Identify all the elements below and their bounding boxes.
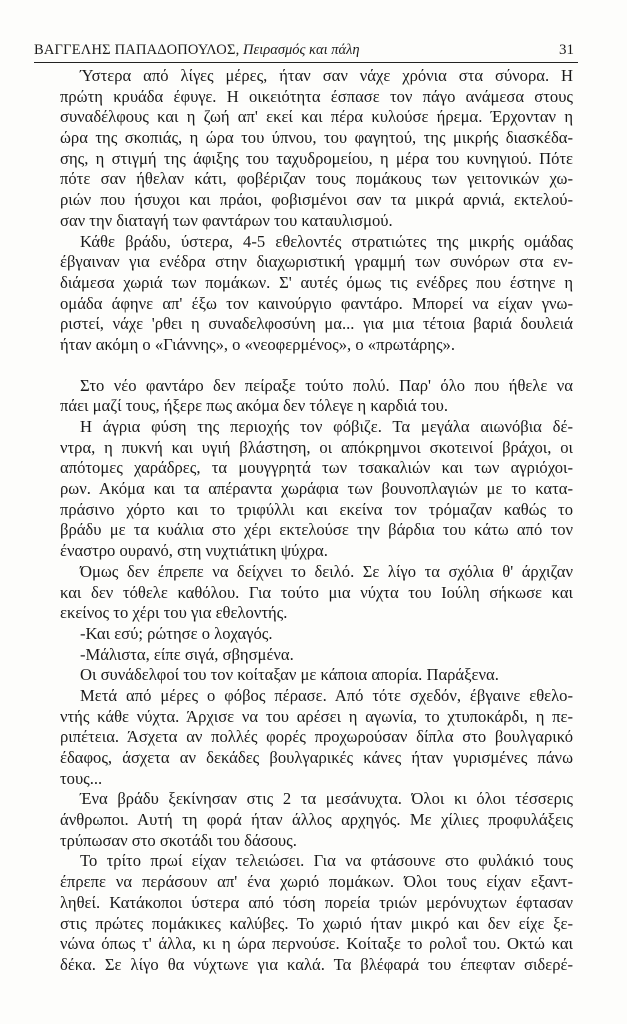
- text-line: διάμεσα χωριά των πομάκων. Σ' αυτές όμως τις ενέδρες που έστηνε η: [60, 272, 573, 292]
- text-line: δέκα. Σε λίγο θα νύχτωνε για καλά. Τα βλέφαρά του έπεφταν σιδερέ-: [60, 954, 573, 974]
- text-line: Ένα βράδυ ξεκίνησαν στις 2 τα μεσάνυχτα. Όλοι κι όλοι τέσσερις: [80, 789, 573, 809]
- paragraph: [60, 686, 573, 789]
- text-line: ομάδα άφηνε απ' έξω τον καινούργιο φαντάρο. Μπορεί να είχαν γνω-: [60, 293, 573, 313]
- text-line: σης, η στιγμή της άφιξης του ταχυδρομείου, η μέρα του κυνηγιού. Πότε: [60, 148, 573, 168]
- dialogue-line: [60, 624, 573, 645]
- text-line: πράσινο χόρτο και το τριφύλλι και εκείνα τον τρόμαζαν καθώς το: [60, 499, 573, 519]
- text-line: τρύπωσαν στο σκοτάδι του δάσους.: [60, 830, 297, 850]
- text-line: έναστρο ουρανό, στη νυχτιάτικη ψύχρα.: [60, 541, 328, 561]
- text-line: έδαφος, άσχετα αν δεκάδες βουλγαρικές κάνες ήταν γυρισμένες πάνω: [60, 748, 573, 767]
- page-number: 31: [559, 42, 574, 58]
- text-line: ρων. Ακόμα και τα απέραντα χωράφια των βουνοπλαγιών με το κατα-: [60, 479, 573, 499]
- body-text: [60, 66, 573, 976]
- text-line: ληθεί. Κατάκοποι ύστερα από τόση πορεία τριών μερόνυχτων έφτασαν: [60, 892, 573, 912]
- header-author-and-title: [34, 40, 360, 60]
- text-line: ριστεί, νάχε 'ρθει η συναδελφοσύνη μα... για μια τέτοια βαριά δουλειά: [60, 314, 573, 334]
- text-line: Το τρίτο πρωί είχαν τελειώσει. Για να φτάσουνε στο φυλάκιό τους: [80, 851, 573, 871]
- paragraph: [60, 851, 573, 975]
- text-line: νώνα όπως τ' άλλα, κι η ώρα περνούσε. Κοίταξε το ρολοΐ του. Οκτώ και: [60, 934, 573, 954]
- text-line: άνθρωποι. Αυτή τη φορά ήταν άλλος αρχηγός. Με χίλιες προφυλάξεις: [60, 810, 573, 830]
- text-line: Η άγρια φύση της περιοχής τον φόβιζε. Τα μεγάλα αιωνόβια δέ-: [80, 417, 573, 436]
- text-line: ριπέτεια. Άσχετα αν πολλές φορές προχωρούσαν δίπλα στο βουλγαρικό: [60, 727, 573, 747]
- text-line: -Και εσύ; ρώτησε ο λοχαγός.: [80, 623, 273, 643]
- text-line: Κάθε βράδυ, ύστερα, 4-5 εθελοντές στρατιώτες της μικρής ομάδας: [80, 231, 573, 251]
- text-line: πρώτη κρυάδα έφυγε. Η οικειότητα έσπασε τον πάγο ανάμεσα στους: [60, 86, 573, 106]
- text-line: πάει μαζί τους, ήξερε πως ακόμα δεν τόλεγε η καρδιά του.: [60, 396, 449, 416]
- text-line: εκείνος το χέρι του για εθελοντής.: [60, 603, 288, 623]
- dialogue-line: [60, 645, 573, 666]
- paragraph: [60, 789, 573, 851]
- text-line: έβγαιναν για ενέδρα στην διαχωριστική γραμμή των συνόρων στα εν-: [60, 252, 573, 272]
- header-rule: [34, 62, 578, 63]
- text-line: ντρα, η πυκνή και υγιή βλάστηση, οι απόκρημνοι σκοτεινοί βράχοι, οι: [60, 437, 573, 457]
- text-line: έπρεπε να περάσουν απ' ένα χωριό πομάκων. Όλοι τους είχαν εξαντ-: [60, 872, 573, 892]
- text-line: συναδέλφους και η ζωή απ' εκεί και πέρα κυλούσε ήρεμα. Έρχονταν η: [60, 107, 573, 127]
- text-line: ήταν ακόμη ο «Γιάννης», ο «νεοφερμένος», ο «πρωτάρης».: [60, 334, 455, 354]
- text-line: ώρα της σκοπιάς, η ώρα του ύπνου, του φαγητού, της μικρής διασκέδα-: [60, 128, 573, 148]
- text-line: τους...: [60, 768, 103, 788]
- text-line: σαν την διαταγή των φαντάρων του καταυλισμού.: [60, 210, 393, 230]
- paragraph: [60, 376, 573, 417]
- header-author: ΒΑΓΓΕΛΗΣ ΠΑΠΑΔΟΠΟΥΛΟΣ,: [34, 42, 240, 58]
- text-line: Στο νέο φαντάρο δεν πείραξε τούτο πολύ. Παρ' όλο που ήθελε να: [80, 375, 573, 395]
- text-line: Ύστερα από λίγες μέρες, ήταν σαν νάχε χρόνια στα σύνορα. Η: [80, 66, 573, 85]
- text-line: Όμως δεν έπρεπε να δείχνει το δειλό. Σε λίγο τα σχόλια θ' άρχιζαν: [80, 561, 573, 581]
- paragraph: [60, 665, 573, 686]
- section-gap: [60, 356, 573, 376]
- paragraph: [60, 66, 573, 232]
- paragraph: [60, 417, 573, 562]
- text-line: ριών που ήσυχοι και πράοι, φοβισμένοι σαν τα μικρά αρνιά, εκτελού-: [60, 190, 573, 210]
- text-line: Μετά από μέρες ο φόβος πέρασε. Από τότε σχεδόν, έβγαινε εθελο-: [80, 685, 573, 705]
- text-line: Οι συνάδελφοί του τον κοίταξαν με κάποια απορία. Παράξενα.: [80, 665, 499, 685]
- text-line: βράδυ με τα κυάλια στο χέρι εκτελούσε την βάρδια του κάτω από τον: [60, 520, 573, 540]
- header-book-title: Πειρασμός και πάλη: [243, 42, 360, 58]
- text-line: στις πρώτες πομάκικες καλύβες. Το χωριό ήταν μικρό και δεν είχε ξε-: [60, 913, 573, 933]
- text-line: απότομες χαράδρες, τα μουγγρητά των τσακαλιών και των αγριόχοι-: [60, 458, 573, 478]
- text-line: και δεν τόθελε καθόλου. Για τούτο μια νύχτα του Ιούλη σήκωσε και: [60, 582, 573, 602]
- text-line: -Μάλιστα, είπε σιγά, σβησμένα.: [80, 644, 294, 664]
- text-line: ντής κάθε νύχτα. Άρχισε να του αρέσει η αγωνία, το χτυποκάρδι, η πε-: [60, 706, 573, 726]
- paragraph: [60, 562, 573, 624]
- paragraph: [60, 232, 573, 356]
- running-header: [34, 40, 574, 60]
- text-line: πότε σαν ήθελαν κάτι, φοβέριζαν τους πομάκους των γειτονικών χω-: [60, 169, 573, 189]
